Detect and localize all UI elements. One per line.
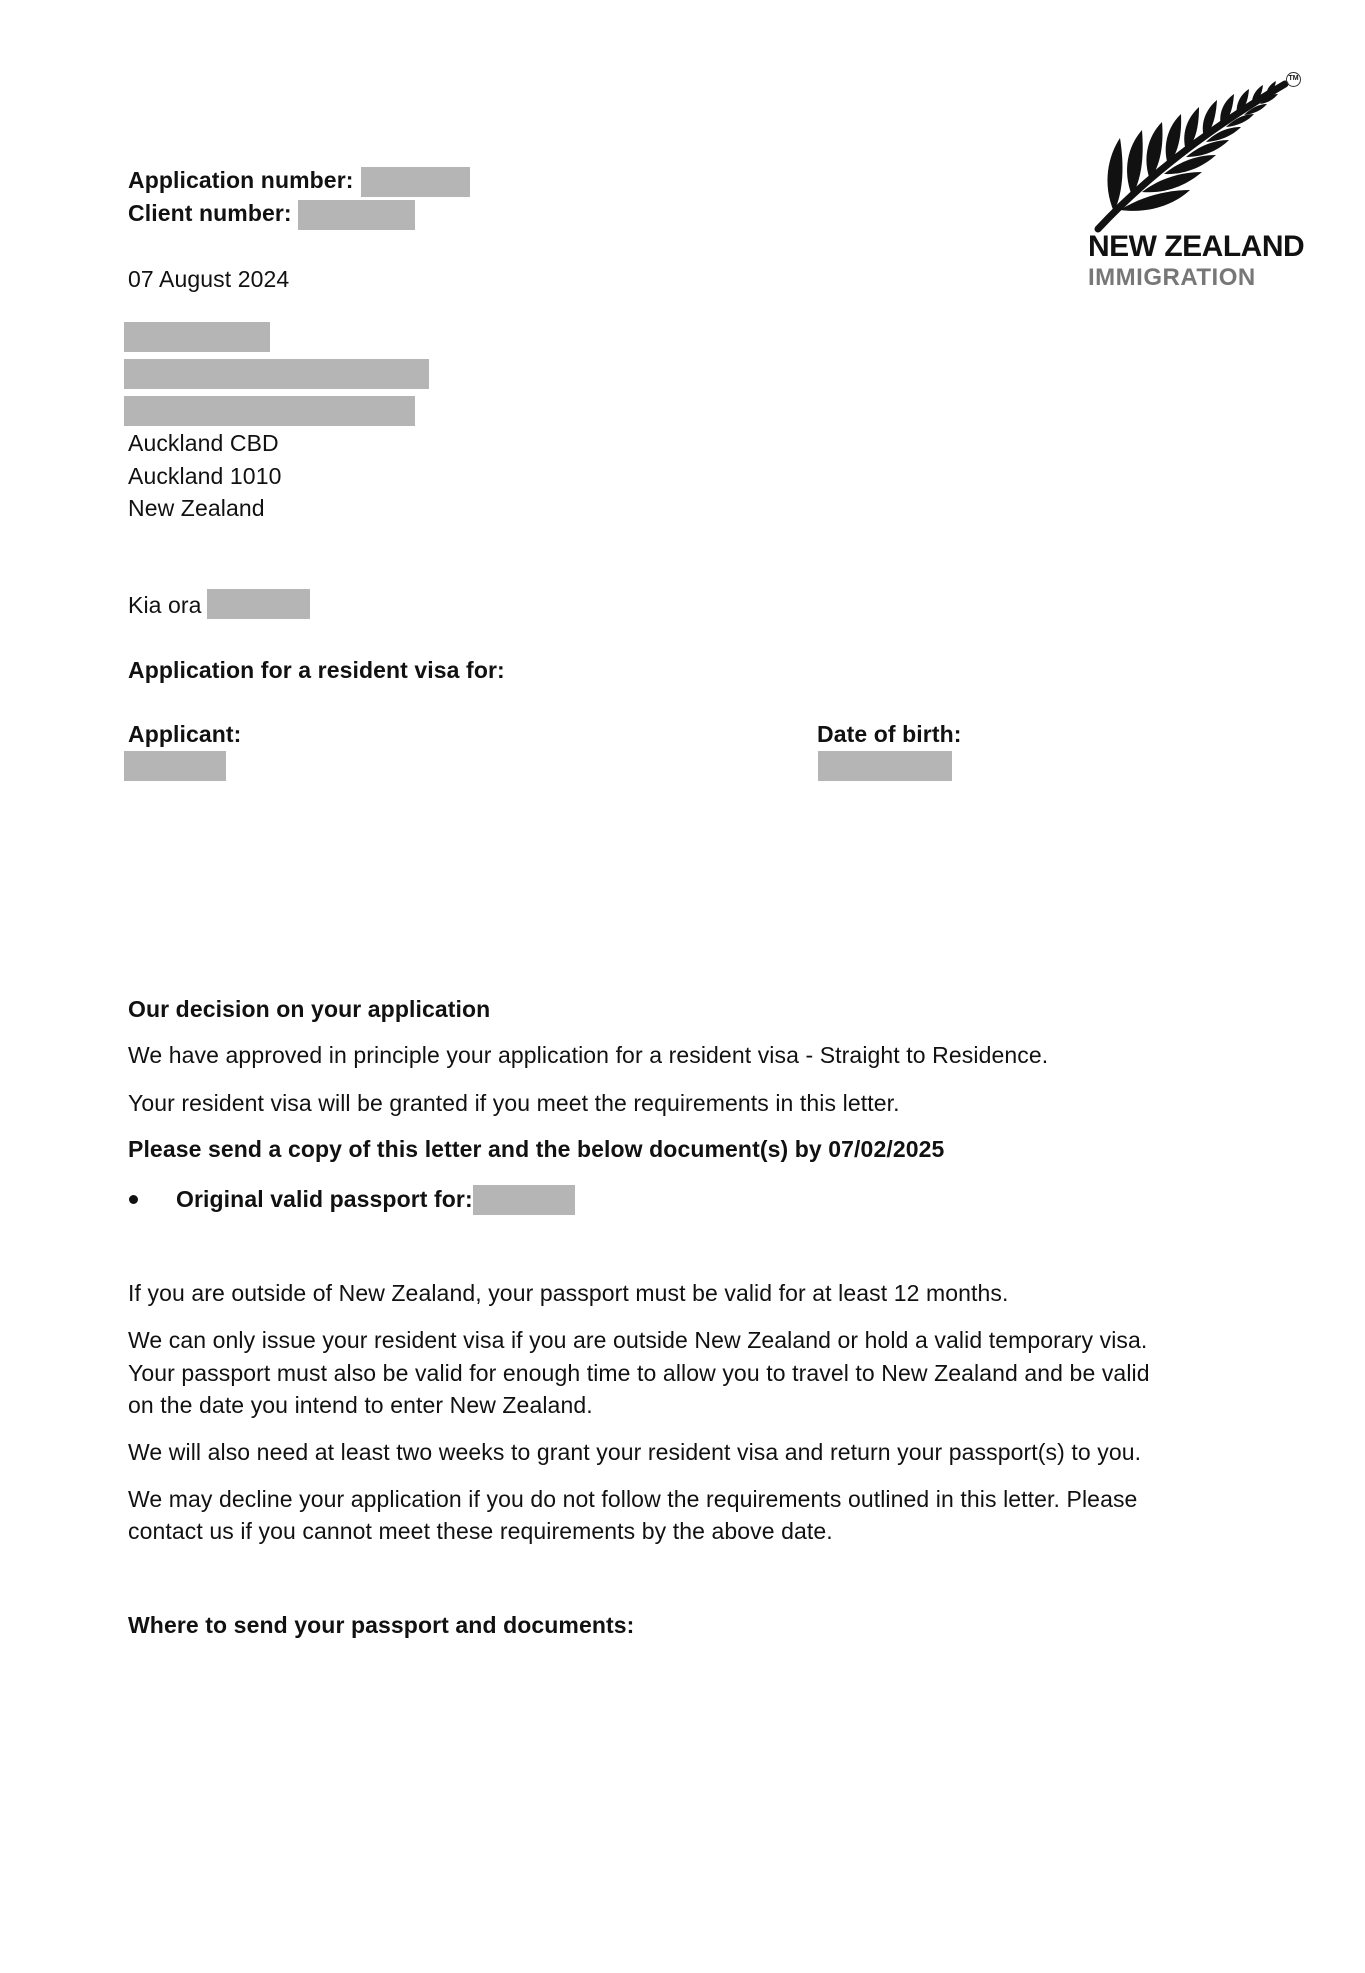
redacted-passport-holder xyxy=(473,1185,575,1215)
logo-line-new-zealand: NEW ZEALAND xyxy=(1088,230,1305,263)
bullet-icon xyxy=(129,1195,138,1204)
client-number-label: Client number: xyxy=(128,200,292,226)
application-number-label: Application number: xyxy=(128,167,354,193)
letter-date: 07 August 2024 xyxy=(128,266,290,292)
document-request: Please send a copy of this letter and the below document(s) by 07/02/2025 xyxy=(128,1136,945,1162)
greeting: Kia ora xyxy=(128,592,202,618)
decision-heading: Our decision on your application xyxy=(128,996,491,1022)
visa-issue-paragraph-line: Your passport must also be valid for enough time to allow you to travel to New Zealand and be valid xyxy=(128,1360,1150,1386)
applicant-label: Applicant: xyxy=(128,721,242,747)
visa-issue-paragraph-line: We can only issue your resident visa if you are outside New Zealand or hold a valid temporary visa. xyxy=(128,1327,1148,1353)
date-of-birth-label: Date of birth: xyxy=(817,721,962,747)
redacted-address-line xyxy=(124,359,429,389)
trademark-icon: TM xyxy=(1286,72,1301,87)
visa-issue-paragraph-line: on the date you intend to enter New Zealand. xyxy=(128,1392,593,1418)
decline-warning-paragraph-line: We may decline your application if you do not follow the requirements outlined in this letter. Please xyxy=(128,1486,1138,1512)
redacted-date-of-birth xyxy=(818,751,952,781)
passport-requirement-item: Original valid passport for: xyxy=(176,1186,473,1212)
silver-fern-icon xyxy=(1080,64,1310,239)
address-suburb: Auckland CBD xyxy=(128,430,279,456)
redacted-address-line xyxy=(124,396,415,426)
logo-line-immigration: IMMIGRATION xyxy=(1088,264,1256,291)
address-city: Auckland 1010 xyxy=(128,463,282,489)
application-heading: Application for a resident visa for: xyxy=(128,657,505,683)
where-to-send-heading: Where to send your passport and documents: xyxy=(128,1612,635,1638)
redacted-application-number xyxy=(361,167,470,197)
redacted-recipient-name xyxy=(124,322,270,352)
passport-validity-paragraph: If you are outside of New Zealand, your passport must be valid for at least 12 months. xyxy=(128,1280,1009,1306)
processing-time-paragraph: We will also need at least two weeks to grant your resident visa and return your passport(s) to you. xyxy=(128,1439,1142,1465)
decline-warning-paragraph-line: contact us if you cannot meet these requirements by the above date. xyxy=(128,1518,833,1544)
redacted-applicant-name xyxy=(124,751,226,781)
decision-paragraph: We have approved in principle your application for a resident visa - Straight to Residence. xyxy=(128,1042,1049,1068)
decision-paragraph: Your resident visa will be granted if you meet the requirements in this letter. xyxy=(128,1090,900,1116)
redacted-greeting-name xyxy=(207,589,310,619)
address-country: New Zealand xyxy=(128,495,265,521)
redacted-client-number xyxy=(298,200,415,230)
